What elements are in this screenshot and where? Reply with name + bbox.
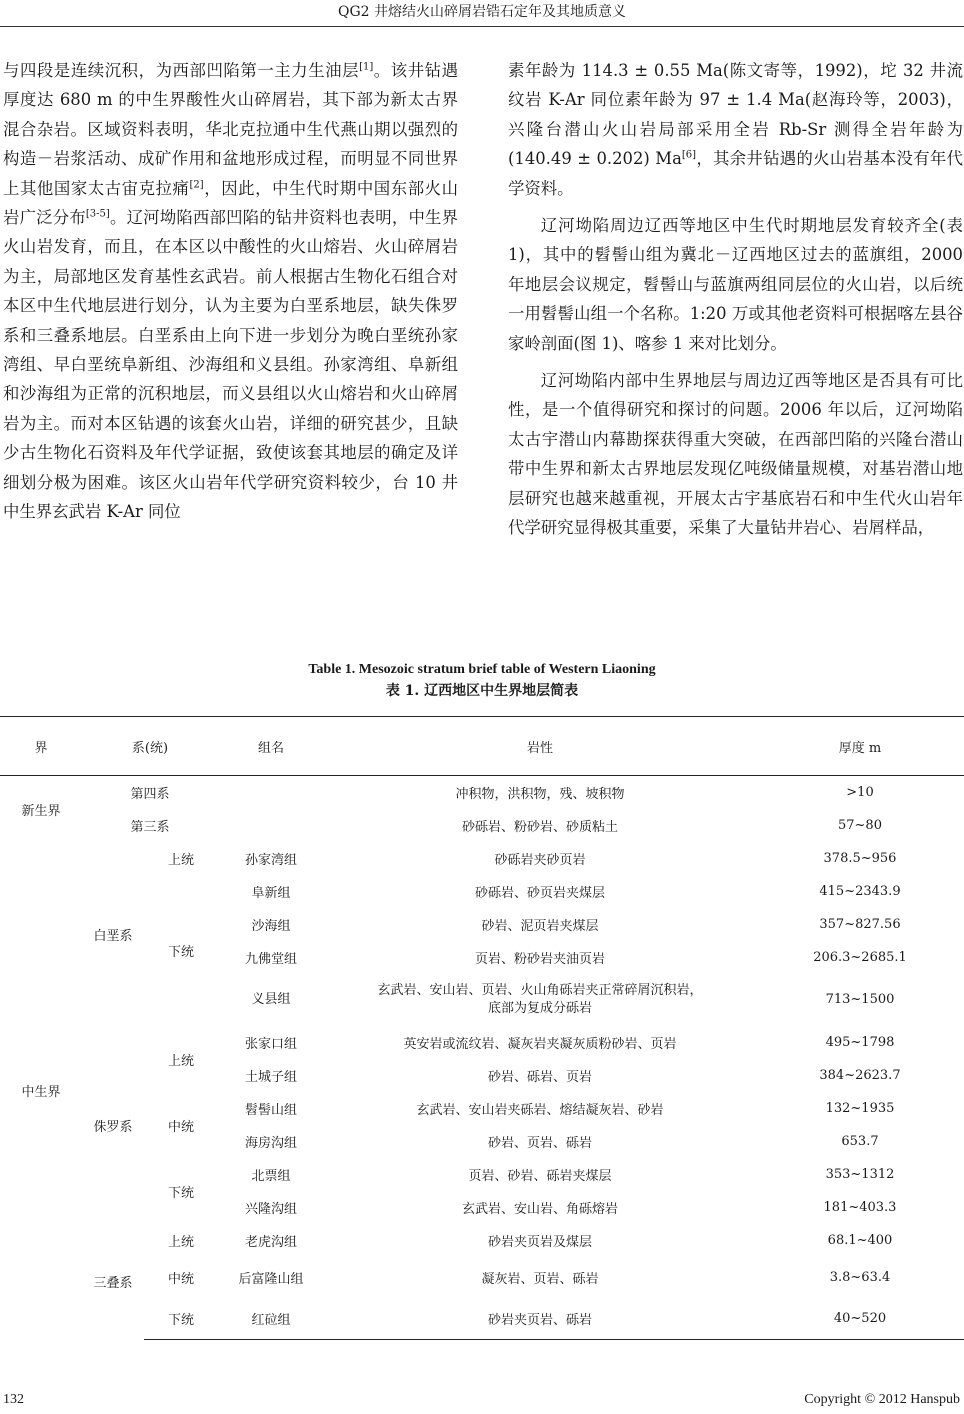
formation-cell: 义县组 — [251, 992, 291, 1007]
table-row — [0, 842, 964, 875]
thickness-cell: 353~1312 — [825, 1167, 895, 1182]
thickness-cell: 3.8~63.4 — [829, 1269, 891, 1285]
formation-cell: 阜新组 — [251, 886, 291, 901]
lithology-cell: 砂岩、砾岩、页岩 — [487, 1070, 592, 1085]
series-cell: 中统 — [167, 1119, 194, 1135]
table-caption-zh: 表 1. 辽西地区中生界地层简表 — [385, 683, 579, 699]
lithology-cell: 凝灰岩、页岩、砾岩 — [481, 1271, 599, 1287]
formation-cell: 后富隆山组 — [238, 1271, 304, 1287]
system-cell: 第四系 — [130, 787, 170, 802]
thickness-cell: >10 — [846, 785, 874, 800]
table-row — [0, 809, 964, 842]
right-column — [508, 56, 963, 543]
table-row — [0, 1297, 964, 1340]
table-caption-en: Table 1. Mesozoic stratum brief table of Western Liaoning — [308, 662, 656, 677]
copyright-notice: Copyright © 2012 Hanspub — [804, 1392, 960, 1407]
lithology-cell: 砂砾岩、砂页岩夹煤层 — [474, 886, 605, 901]
thickness-cell: 181~403.3 — [823, 1200, 897, 1215]
header-formation: 组名 — [218, 717, 324, 776]
system-cell: 第三系 — [130, 820, 170, 835]
series-cell: 上统 — [167, 1053, 194, 1069]
right-text-1: 素年龄为 114.3 ± 0.55 Ma(陈文寄等，1992)，坨 32 井流纹岩 K-Ar 同位素年龄为 97 ± 1.4 Ma(赵海玲等，2003)，兴隆台潜山火山岩局部采用全岩 Rb-Sr 测得全岩年龄为(140.49 ± 0.202) Ma — [508, 61, 963, 169]
header-system: 系(统) — [82, 717, 218, 776]
header-era: 界 — [0, 717, 82, 776]
header-rule — [0, 26, 964, 27]
series-cell: 上统 — [167, 853, 194, 868]
right-text-2: ，其余井钻遇的火山岩基本没有年代学资料。 — [508, 149, 964, 198]
right-paragraph-2: 辽河坳陷周边辽西等地区中生代时期地层发育较齐全(表 1)，其中的髫髻山组为冀北－辽西地区过去的蓝旗组，2000 年地层会议规定，髫髻山与蓝旗两组同层位的火山岩，以后统一用髫髻山组一个名称。1:20 万或其他老资料可根据喀左县谷家岭剖面(图 1)、喀参 1 来对比划分。 — [508, 216, 963, 353]
table-row — [0, 776, 964, 810]
formation-cell: 孙家湾组 — [244, 853, 297, 868]
lithology-cell: 砂岩、页岩、砾岩 — [487, 1136, 592, 1151]
left-column — [3, 56, 458, 527]
lithology-cell: 砂岩夹页岩及煤层 — [487, 1235, 592, 1250]
right-paragraph-3: 辽河坳陷内部中生界地层与周边辽西等地区是否具有可比性，是一个值得研究和探讨的问题。2006 年以后，辽河坳陷太古宇潜山内幕勘探获得重大突破，在西部凹陷的兴隆台潜山带中生界和新太古界地层发现亿吨级储量规模，对基岩潜山地层研究也越来越重视，开展太古宇基底岩石和中生代火山岩年代学研究显得极其重要，采集了大量钻井岩心、岩屑样品， — [508, 371, 963, 538]
system-cell: 白垩系 — [93, 928, 133, 944]
formation-cell — [218, 776, 324, 810]
lithology-line-2: 底部为复成分砾岩 — [487, 1001, 592, 1016]
table-row — [0, 875, 964, 908]
lithology-cell: 砂砾岩、粉砂岩、砂质粘土 — [461, 820, 618, 835]
header-lithology: 岩性 — [324, 717, 756, 776]
lithology-cell: 页岩、砂岩、砾岩夹煤层 — [468, 1169, 612, 1184]
thickness-cell: 495~1798 — [825, 1035, 895, 1050]
series-cell: 下统 — [167, 945, 194, 960]
thickness-cell: 713~1500 — [825, 992, 895, 1007]
citation: [3-5] — [85, 208, 110, 220]
formation-cell: 髫髻山组 — [244, 1103, 297, 1118]
lithology-cell: 砂岩、泥页岩夹煤层 — [481, 919, 599, 934]
formation-cell: 九佛堂组 — [244, 952, 297, 967]
lithology-cell: 冲积物，洪积物，残、坡积物 — [455, 787, 625, 802]
formation-cell: 红砬组 — [218, 1297, 324, 1340]
system-cell: 侏罗系 — [93, 1119, 133, 1135]
citation: [2] — [189, 179, 204, 191]
series-cell: 中统 — [167, 1271, 194, 1287]
lithology-line-1: 玄武岩、安山岩、页岩、火山角砾岩夹正常碎屑沉积岩， — [377, 983, 703, 998]
series-cell: 下统 — [144, 1297, 218, 1340]
formation-cell: 老虎沟组 — [244, 1235, 297, 1250]
table-row — [0, 1026, 964, 1059]
thickness-cell: 68.1~400 — [827, 1233, 893, 1248]
thickness-cell: 415~2343.9 — [819, 884, 901, 899]
formation-cell — [218, 809, 324, 842]
left-text-2: 。该井钻遇厚度达 680 m 的中生界酸性火山碎屑岩，其下部为新太古界混合杂岩。区域资料表明，华北克拉通中生代燕山期以强烈的构造－岩浆活动、成矿作用和盆地形成过程，而明显不同世界上其他国家太古宙克拉痛 — [3, 61, 459, 198]
lithology-cell: 玄武岩、安山岩夹砾岩、熔结凝灰岩、砂岩 — [416, 1103, 664, 1118]
formation-cell: 沙海组 — [251, 919, 291, 934]
table-row — [0, 1224, 964, 1257]
left-text-4: 。辽河坳陷西部凹陷的钻井资料也表明，中生界火山岩发育，而且，在本区以中酸性的火山熔岩、火山碎屑岩为主，局部地区发育基性玄武岩。前人根据古生物化石组合对本区中生代地层进行划分，认为主要为白垩系地层，缺失侏罗系和三叠系地层。白垩系由上向下进一步划分为晚白垩统孙家湾组、早白垩统阜新组、沙海组和义县组。孙家湾组、阜新组和沙海组为正常的沉积地层，而义县组以火山熔岩和火山碎屑岩为主。而对本区钻遇的该套火山岩，详细的研究甚少，且缺少古生物化石资料及年代学证据，致使该套其地层的确定及详细划分极为困难。该区火山岩年代学研究资料较少，台 10 井中生界玄武岩 K-Ar 同位 — [3, 208, 459, 522]
lithology-cell: 砂砾岩夹砂页岩 — [494, 853, 586, 868]
lithology-cell: 玄武岩、安山岩、角砾熔岩 — [461, 1202, 618, 1217]
table-row — [0, 1092, 964, 1125]
thickness-cell: 384~2623.7 — [819, 1068, 901, 1083]
citation: [1] — [359, 61, 374, 73]
left-paragraph — [3, 56, 458, 527]
citation: [6] — [681, 149, 697, 161]
lithology-cell: 英安岩或流纹岩、凝灰岩夹凝灰质粉砂岩、页岩 — [403, 1037, 677, 1052]
lithology-cell: 砂岩夹页岩、砾岩 — [324, 1297, 756, 1340]
era-cell: 中生界 — [21, 1085, 61, 1101]
thickness-cell: 206.3~2685.1 — [813, 950, 907, 965]
thickness-cell: 132~1935 — [825, 1101, 895, 1116]
formation-cell: 张家口组 — [244, 1037, 297, 1052]
left-text-3: ，因此，中生代时期中国东部火山岩广泛分布 — [3, 178, 459, 228]
lithology-cell: 页岩、粉砂岩夹油页岩 — [474, 952, 605, 967]
lithology-cell — [324, 974, 756, 1026]
left-text-1: 与四段是连续沉积，为西部凹陷第一主力生油层 — [3, 61, 360, 80]
era-cell: 新生界 — [21, 803, 61, 819]
right-paragraph-1 — [508, 56, 963, 203]
thickness-cell: 40~520 — [756, 1297, 964, 1340]
formation-cell: 北票组 — [251, 1169, 291, 1184]
series-cell: 下统 — [167, 1185, 194, 1201]
formation-cell: 海房沟组 — [244, 1136, 297, 1151]
thickness-cell: 57~80 — [838, 818, 882, 833]
table-header-row — [0, 717, 964, 776]
thickness-cell: 378.5~956 — [823, 851, 897, 866]
running-header: QG2 井熔结火山碎屑岩锆石定年及其地质意义 — [337, 4, 627, 20]
header-thickness: 厚度 m — [756, 717, 964, 776]
table-row — [0, 1257, 964, 1297]
thickness-cell: 653.7 — [841, 1134, 879, 1149]
table-row — [0, 1158, 964, 1191]
system-cell: 三叠系 — [93, 1276, 133, 1292]
formation-cell: 兴隆沟组 — [244, 1202, 297, 1217]
strata-table — [0, 716, 964, 1340]
series-cell: 上统 — [167, 1235, 194, 1250]
formation-cell: 土城子组 — [244, 1070, 297, 1085]
page-number: 132 — [3, 1392, 24, 1407]
thickness-cell: 357~827.56 — [819, 917, 901, 932]
